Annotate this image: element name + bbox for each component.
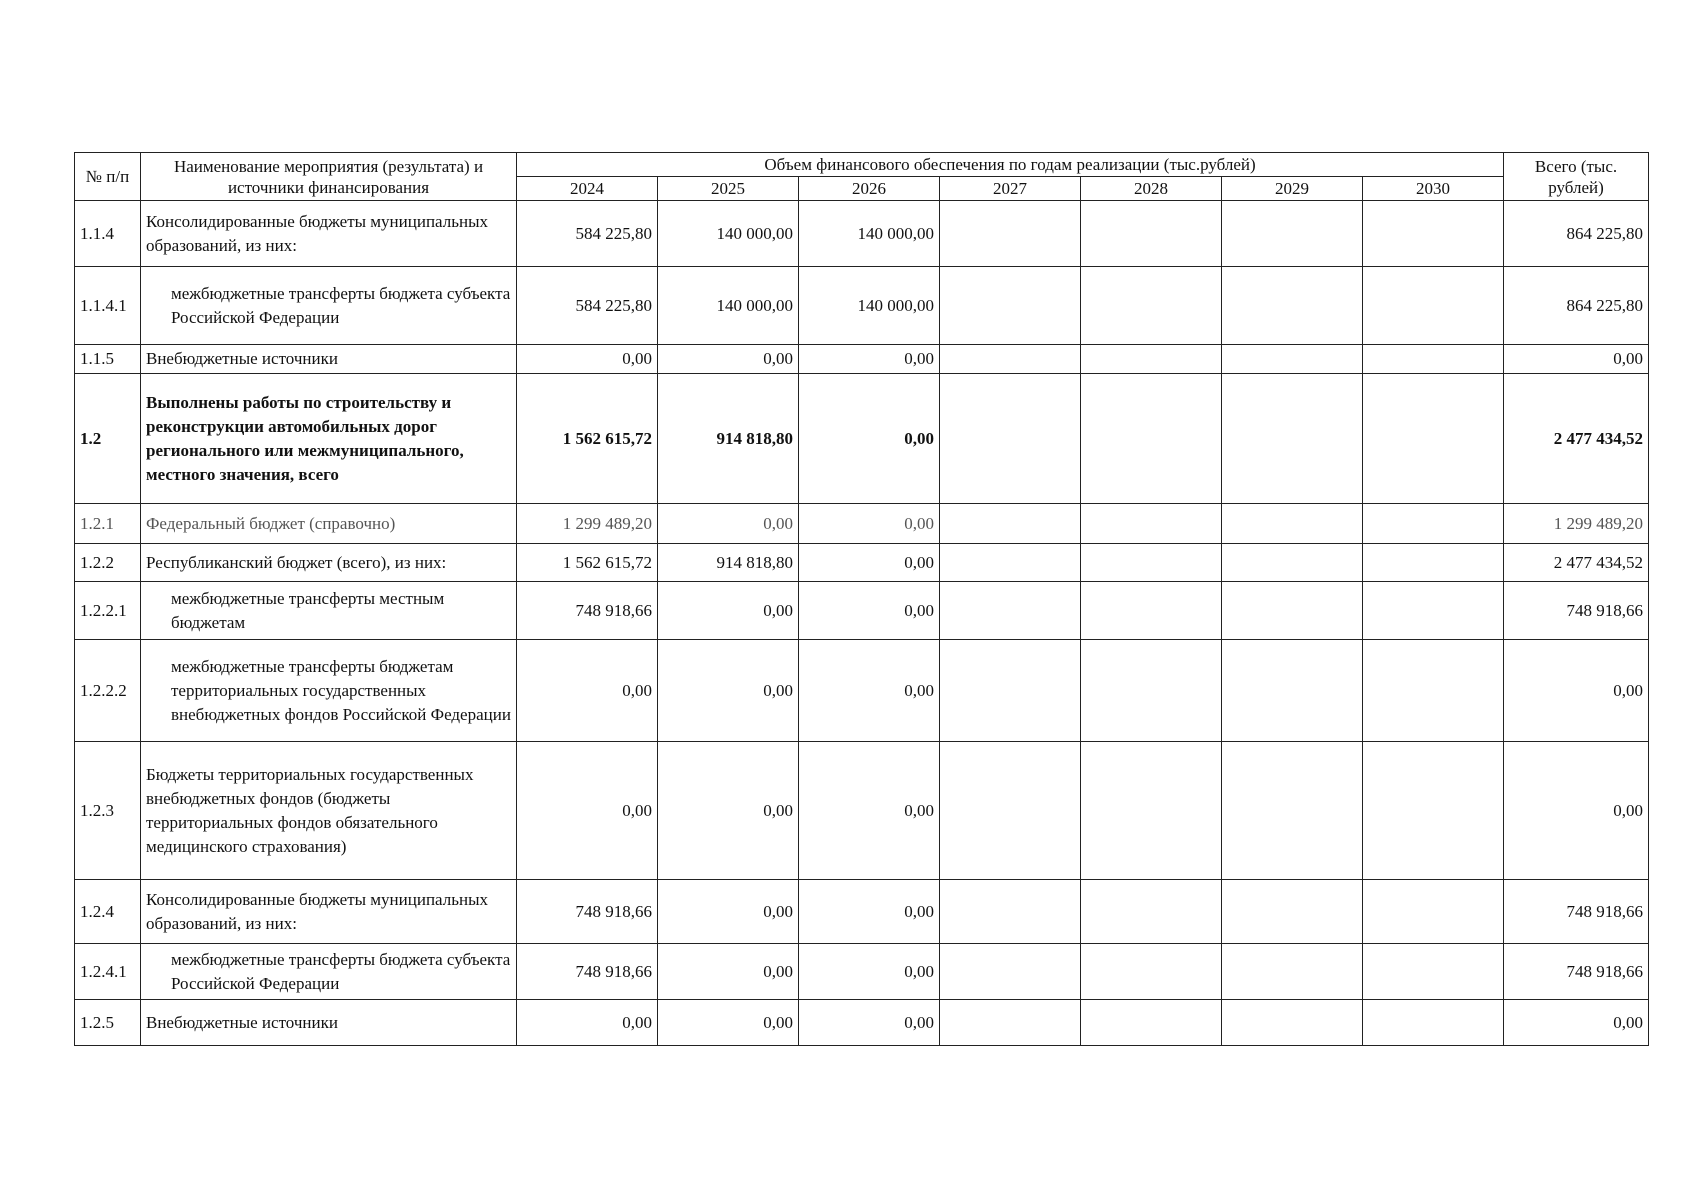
value-cell-2026: 0,00 — [799, 742, 940, 880]
row-name: Внебюджетные источники — [141, 1000, 517, 1046]
value-cell-2028 — [1081, 544, 1222, 582]
value-cell-2024: 0,00 — [517, 742, 658, 880]
value-cell-2025: 0,00 — [658, 742, 799, 880]
value-cell-2030 — [1363, 880, 1504, 944]
value-cell-2030 — [1363, 742, 1504, 880]
value-cell-2029 — [1222, 374, 1363, 504]
value-cell-2024: 0,00 — [517, 640, 658, 742]
row-name: Консолидированные бюджеты муниципальных образований, из них: — [141, 201, 517, 267]
total-cell: 1 299 489,20 — [1504, 504, 1649, 544]
value-cell-2030 — [1363, 267, 1504, 345]
value-cell-2029 — [1222, 267, 1363, 345]
table-row — [75, 345, 1649, 374]
value-cell-2025: 914 818,80 — [658, 544, 799, 582]
value-cell-2026: 0,00 — [799, 1000, 940, 1046]
header-year-2029: 2029 — [1222, 177, 1363, 201]
value-cell-2027 — [940, 374, 1081, 504]
value-cell-2024: 748 918,66 — [517, 944, 658, 1000]
total-cell: 864 225,80 — [1504, 201, 1649, 267]
value-cell-2025: 0,00 — [658, 880, 799, 944]
row-code: 1.2.1 — [75, 504, 141, 544]
value-cell-2026: 0,00 — [799, 374, 940, 504]
value-cell-2029 — [1222, 944, 1363, 1000]
value-cell-2029 — [1222, 742, 1363, 880]
table-row — [75, 1000, 1649, 1046]
header-year-2025: 2025 — [658, 177, 799, 201]
row-code: 1.2 — [75, 374, 141, 504]
value-cell-2029 — [1222, 1000, 1363, 1046]
value-cell-2027 — [940, 742, 1081, 880]
total-cell: 748 918,66 — [1504, 582, 1649, 640]
value-cell-2026: 0,00 — [799, 504, 940, 544]
value-cell-2030 — [1363, 640, 1504, 742]
value-cell-2026: 0,00 — [799, 880, 940, 944]
table-row — [75, 944, 1649, 1000]
value-cell-2024: 1 562 615,72 — [517, 374, 658, 504]
table-row — [75, 544, 1649, 582]
value-cell-2028 — [1081, 267, 1222, 345]
header-year-2024: 2024 — [517, 177, 658, 201]
value-cell-2025: 0,00 — [658, 1000, 799, 1046]
value-cell-2030 — [1363, 944, 1504, 1000]
value-cell-2030 — [1363, 544, 1504, 582]
value-cell-2026: 0,00 — [799, 640, 940, 742]
total-cell: 0,00 — [1504, 640, 1649, 742]
row-name: Республиканский бюджет (всего), из них: — [141, 544, 517, 582]
total-cell: 864 225,80 — [1504, 267, 1649, 345]
value-cell-2027 — [940, 640, 1081, 742]
value-cell-2026: 0,00 — [799, 345, 940, 374]
table-row — [75, 640, 1649, 742]
value-cell-2028 — [1081, 582, 1222, 640]
header-name: Наименование мероприятия (результата) и источники финансирования — [141, 153, 517, 201]
value-cell-2024: 1 299 489,20 — [517, 504, 658, 544]
value-cell-2025: 914 818,80 — [658, 374, 799, 504]
row-code: 1.1.4 — [75, 201, 141, 267]
total-cell: 2 477 434,52 — [1504, 374, 1649, 504]
row-code: 1.1.4.1 — [75, 267, 141, 345]
value-cell-2030 — [1363, 201, 1504, 267]
value-cell-2024: 584 225,80 — [517, 201, 658, 267]
value-cell-2024: 1 562 615,72 — [517, 544, 658, 582]
value-cell-2028 — [1081, 742, 1222, 880]
value-cell-2027 — [940, 582, 1081, 640]
row-code: 1.2.2.2 — [75, 640, 141, 742]
row-code: 1.2.2 — [75, 544, 141, 582]
row-code: 1.2.3 — [75, 742, 141, 880]
value-cell-2026: 0,00 — [799, 544, 940, 582]
table-row — [75, 267, 1649, 345]
value-cell-2027 — [940, 267, 1081, 345]
table-row — [75, 504, 1649, 544]
value-cell-2029 — [1222, 544, 1363, 582]
header-year-2026: 2026 — [799, 177, 940, 201]
value-cell-2028 — [1081, 374, 1222, 504]
row-code: 1.1.5 — [75, 345, 141, 374]
value-cell-2027 — [940, 504, 1081, 544]
total-cell: 2 477 434,52 — [1504, 544, 1649, 582]
value-cell-2025: 0,00 — [658, 582, 799, 640]
header-num: № п/п — [75, 153, 141, 201]
value-cell-2027 — [940, 1000, 1081, 1046]
total-cell: 0,00 — [1504, 345, 1649, 374]
value-cell-2027 — [940, 345, 1081, 374]
value-cell-2028 — [1081, 640, 1222, 742]
value-cell-2030 — [1363, 582, 1504, 640]
row-name: Внебюджетные источники — [141, 345, 517, 374]
value-cell-2025: 0,00 — [658, 640, 799, 742]
value-cell-2025: 140 000,00 — [658, 201, 799, 267]
value-cell-2029 — [1222, 640, 1363, 742]
value-cell-2025: 140 000,00 — [658, 267, 799, 345]
total-cell: 748 918,66 — [1504, 944, 1649, 1000]
value-cell-2026: 140 000,00 — [799, 201, 940, 267]
row-code: 1.2.4.1 — [75, 944, 141, 1000]
value-cell-2026: 0,00 — [799, 944, 940, 1000]
table-row — [75, 374, 1649, 504]
header-years-group: Объем финансового обеспечения по годам реализации (тыс.рублей) — [517, 153, 1504, 177]
value-cell-2024: 748 918,66 — [517, 582, 658, 640]
value-cell-2027 — [940, 880, 1081, 944]
table-row — [75, 742, 1649, 880]
row-code: 1.2.2.1 — [75, 582, 141, 640]
row-name: Федеральный бюджет (справочно) — [141, 504, 517, 544]
header-total: Всего (тыс. рублей) — [1504, 153, 1649, 201]
header-year-2028: 2028 — [1081, 177, 1222, 201]
header-row-1 — [75, 153, 1649, 177]
header-year-2027: 2027 — [940, 177, 1081, 201]
table-row — [75, 880, 1649, 944]
value-cell-2024: 584 225,80 — [517, 267, 658, 345]
value-cell-2028 — [1081, 504, 1222, 544]
value-cell-2026: 140 000,00 — [799, 267, 940, 345]
value-cell-2025: 0,00 — [658, 345, 799, 374]
value-cell-2028 — [1081, 201, 1222, 267]
value-cell-2029 — [1222, 201, 1363, 267]
value-cell-2028 — [1081, 1000, 1222, 1046]
value-cell-2029 — [1222, 880, 1363, 944]
value-cell-2024: 0,00 — [517, 345, 658, 374]
financing-table — [74, 152, 1649, 1046]
row-name: межбюджетные трансферты местным бюджетам — [141, 582, 517, 640]
value-cell-2025: 0,00 — [658, 944, 799, 1000]
value-cell-2028 — [1081, 880, 1222, 944]
table-row — [75, 582, 1649, 640]
value-cell-2026: 0,00 — [799, 582, 940, 640]
value-cell-2024: 748 918,66 — [517, 880, 658, 944]
header-year-2030: 2030 — [1363, 177, 1504, 201]
value-cell-2030 — [1363, 345, 1504, 374]
value-cell-2027 — [940, 544, 1081, 582]
value-cell-2030 — [1363, 374, 1504, 504]
value-cell-2029 — [1222, 504, 1363, 544]
row-name: межбюджетные трансферты бюджета субъекта Российской Федерации — [141, 944, 517, 1000]
value-cell-2028 — [1081, 345, 1222, 374]
value-cell-2030 — [1363, 504, 1504, 544]
total-cell: 0,00 — [1504, 742, 1649, 880]
value-cell-2024: 0,00 — [517, 1000, 658, 1046]
value-cell-2029 — [1222, 345, 1363, 374]
value-cell-2025: 0,00 — [658, 504, 799, 544]
row-name: Бюджеты территориальных государственных внебюджетных фондов (бюджеты территориальных фондов обязательного медицинского страхования) — [141, 742, 517, 880]
row-name: межбюджетные трансферты бюджетам территориальных государственных внебюджетных фондов Российской Федерации — [141, 640, 517, 742]
row-name: межбюджетные трансферты бюджета субъекта Российской Федерации — [141, 267, 517, 345]
table-body — [75, 201, 1649, 1046]
value-cell-2029 — [1222, 582, 1363, 640]
row-code: 1.2.5 — [75, 1000, 141, 1046]
row-code: 1.2.4 — [75, 880, 141, 944]
table-row — [75, 201, 1649, 267]
row-name: Консолидированные бюджеты муниципальных образований, из них: — [141, 880, 517, 944]
value-cell-2027 — [940, 201, 1081, 267]
row-name: Выполнены работы по строительству и реконструкции автомобильных дорог регионального или межмуниципального, местного значения, всего — [141, 374, 517, 504]
total-cell: 748 918,66 — [1504, 880, 1649, 944]
total-cell: 0,00 — [1504, 1000, 1649, 1046]
value-cell-2030 — [1363, 1000, 1504, 1046]
value-cell-2028 — [1081, 944, 1222, 1000]
value-cell-2027 — [940, 944, 1081, 1000]
